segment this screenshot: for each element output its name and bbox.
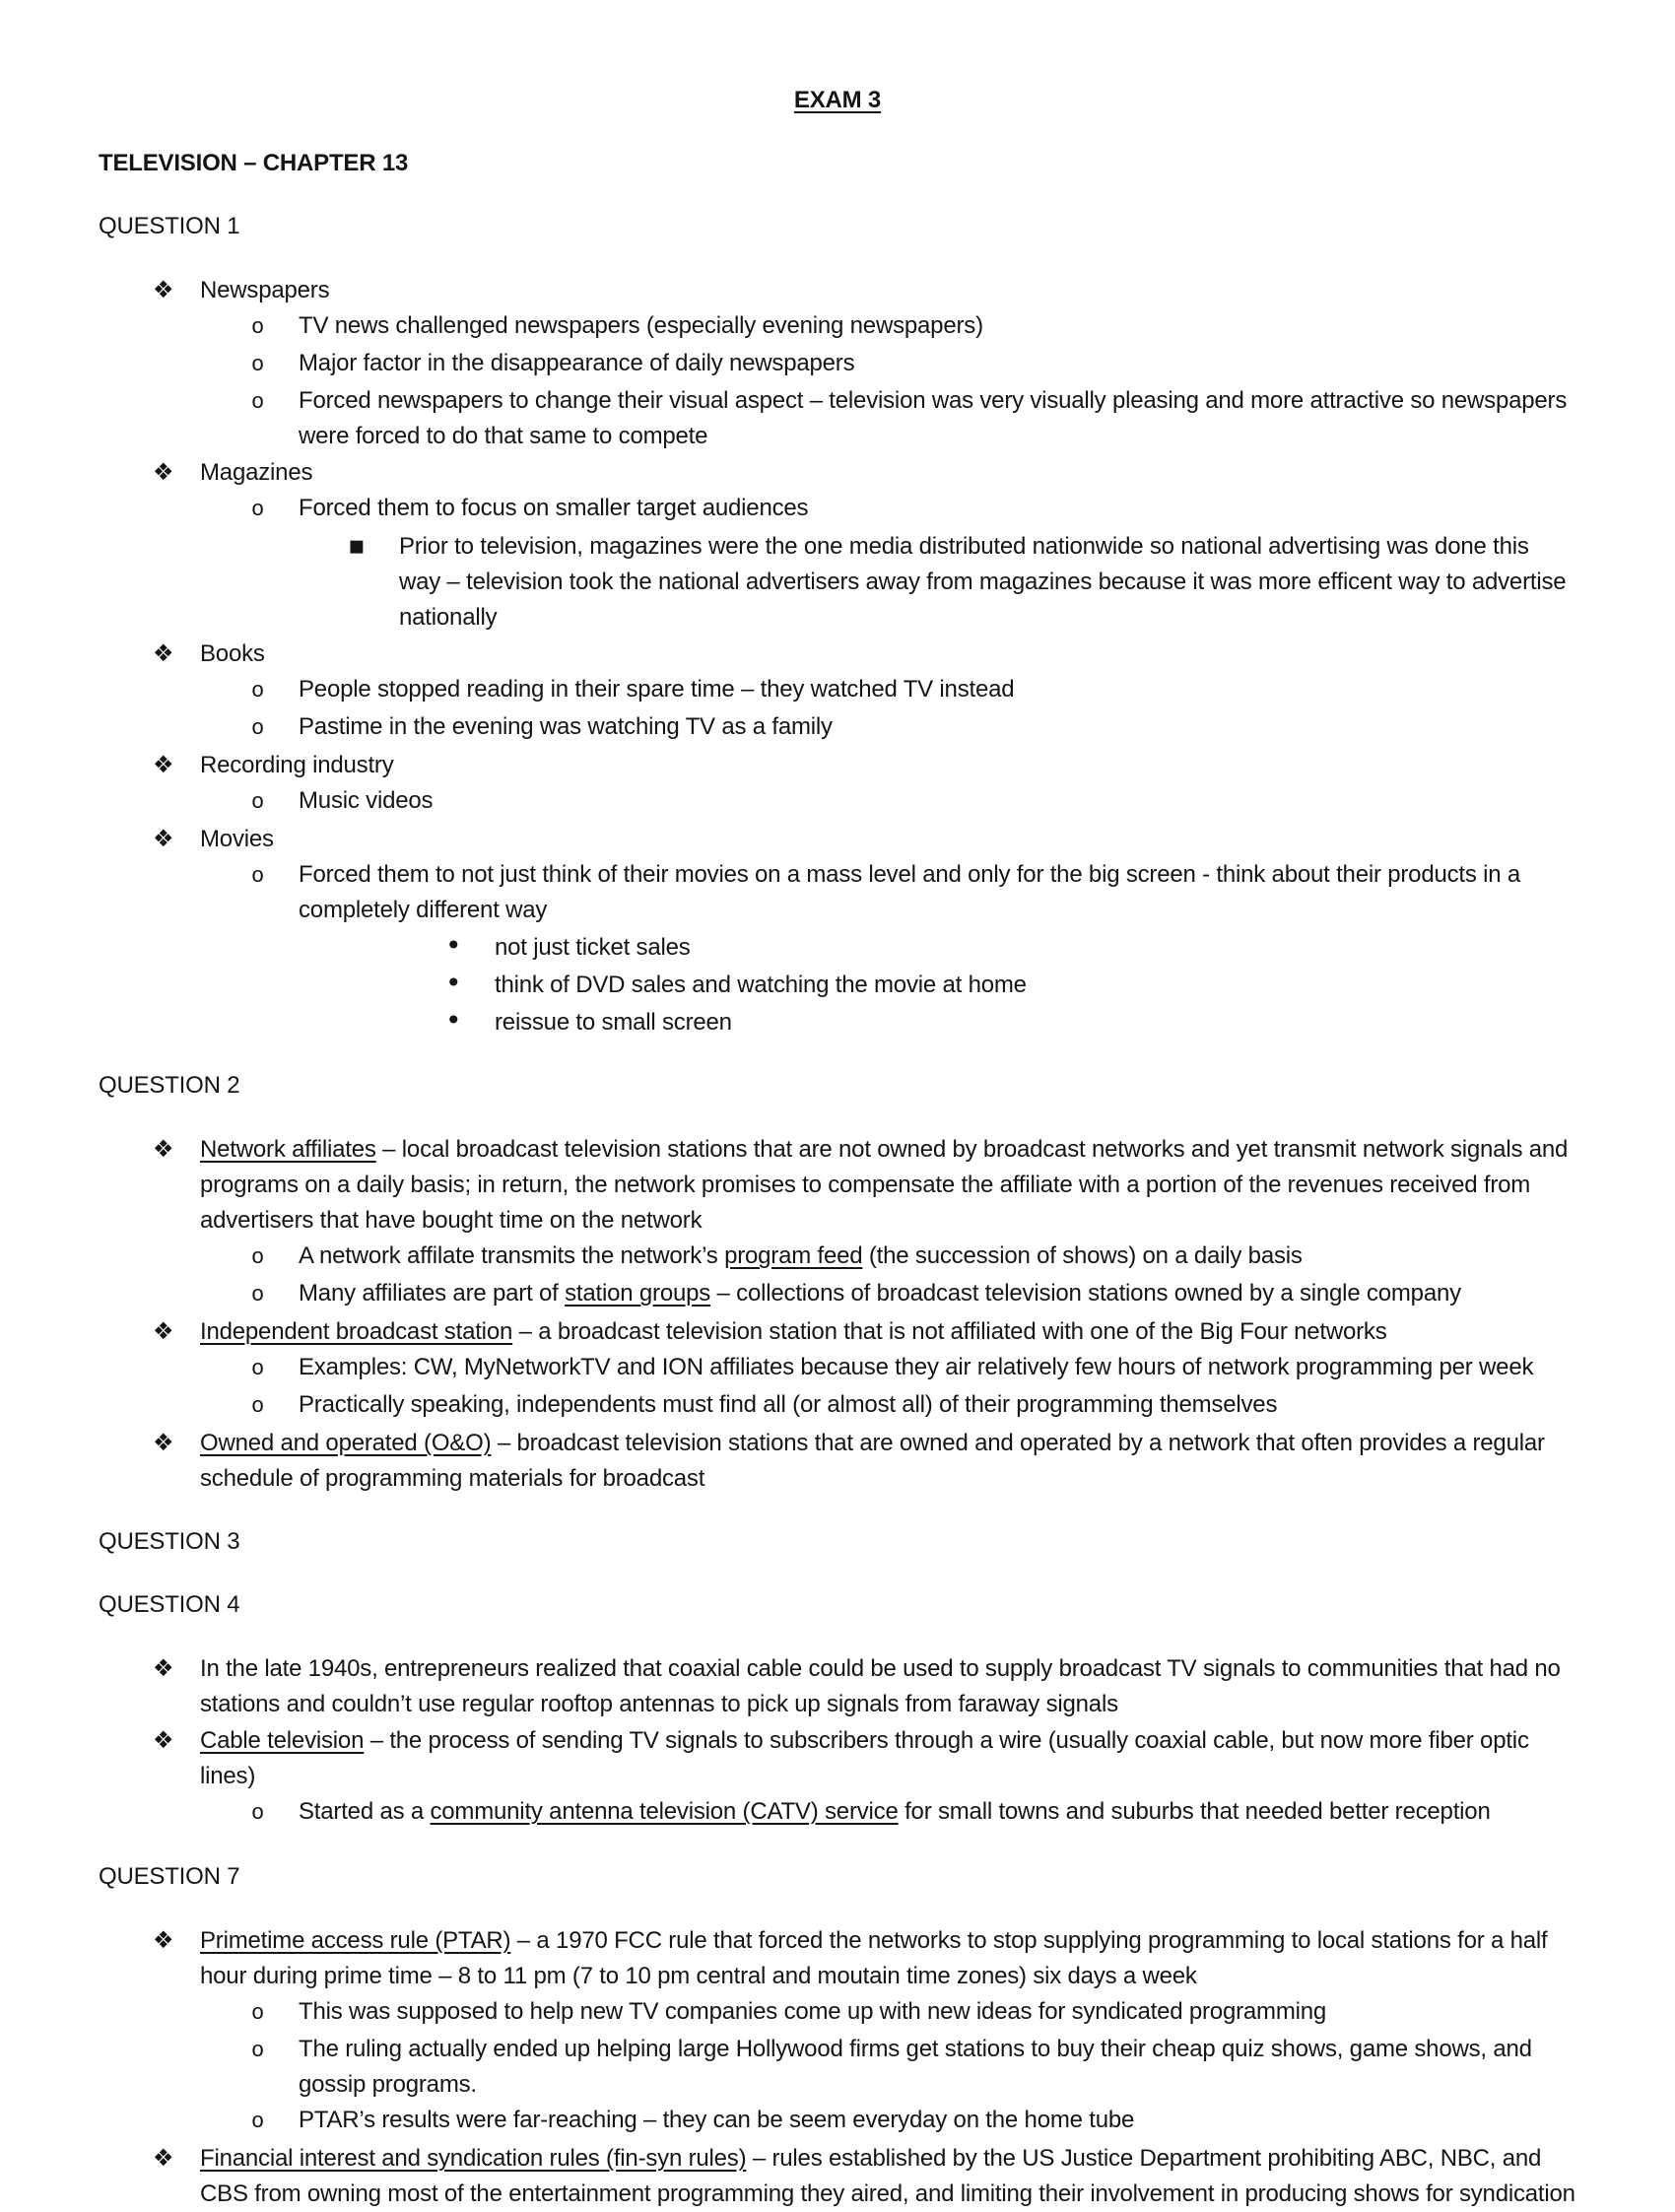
list-item-text bbox=[200, 2141, 1576, 2212]
circle-bullet-icon: o bbox=[251, 2110, 265, 2134]
list-item bbox=[99, 346, 1576, 383]
list-item-text bbox=[299, 1387, 1576, 1423]
list-item bbox=[99, 636, 1576, 672]
list-item-text bbox=[200, 1314, 1576, 1350]
list-item-text bbox=[200, 273, 1576, 308]
dot-bullet-icon: • bbox=[445, 1004, 462, 1037]
dot-bullet-icon: • bbox=[445, 967, 462, 999]
text-run: – a 1970 FCC rule that forced the networks to stop supplying programming to local stations for a half hour during prime time – 8 to 11 pm (7 to 10 pm central and moutain time zones) six days a week bbox=[200, 1927, 1548, 1989]
list-item bbox=[99, 1994, 1576, 2032]
list-item-text bbox=[299, 308, 1576, 344]
list-item bbox=[99, 783, 1576, 821]
list-item bbox=[99, 1276, 1576, 1313]
list-item bbox=[99, 1239, 1576, 1276]
list-item bbox=[99, 672, 1576, 709]
text-run: – broadcast television stations that are owned and operated by a network that often provides a regular schedule of programming materials for broadcast bbox=[200, 1430, 1545, 1492]
circle-bullet-icon: o bbox=[251, 498, 265, 522]
text-run: Recording industry bbox=[200, 752, 394, 778]
list-item-text bbox=[299, 857, 1576, 928]
list-item-text bbox=[299, 1794, 1576, 1830]
diamond-bullet-icon: ❖ bbox=[153, 2144, 174, 2172]
list-item-text bbox=[299, 672, 1576, 707]
list-item-text bbox=[200, 1132, 1576, 1239]
list-item bbox=[99, 928, 1576, 966]
circle-bullet-icon: o bbox=[251, 790, 265, 815]
list-item-text bbox=[495, 968, 1576, 1003]
underlined-term: community antenna television (CATV) service bbox=[430, 1798, 899, 1825]
text-run: Forced them to focus on smaller target audiences bbox=[299, 495, 809, 521]
list-item bbox=[99, 857, 1576, 928]
list-item-text bbox=[495, 1005, 1576, 1040]
list-item-text bbox=[200, 748, 1576, 783]
list-item bbox=[99, 491, 1576, 528]
question-heading: QUESTION 1 bbox=[99, 213, 240, 239]
circle-bullet-icon: o bbox=[251, 315, 265, 340]
text-run: Examples: CW, MyNetworkTV and ION affiliates because they air relatively few hours of network programming per week bbox=[299, 1354, 1534, 1380]
text-run: reissue to small screen bbox=[495, 1009, 732, 1036]
diamond-bullet-icon: ❖ bbox=[153, 825, 174, 852]
list-item bbox=[99, 747, 1576, 783]
text-run: Newspapers bbox=[200, 277, 330, 303]
underlined-term: Financial interest and syndication rules (fin-syn rules) bbox=[200, 2145, 747, 2172]
underlined-term: Network affiliates bbox=[200, 1136, 376, 1163]
text-run: Practically speaking, independents must find all (or almost all) of their programming themselves bbox=[299, 1391, 1278, 1418]
list-item bbox=[99, 1003, 1576, 1040]
diamond-bullet-icon: ❖ bbox=[153, 751, 174, 778]
list-item bbox=[99, 2103, 1576, 2140]
text-run: Major factor in the disappearance of daily newspapers bbox=[299, 350, 855, 376]
list-item-text bbox=[299, 2032, 1576, 2103]
text-run: think of DVD sales and watching the movie at home bbox=[495, 972, 1027, 998]
underlined-term: station groups bbox=[565, 1280, 711, 1307]
circle-bullet-icon: o bbox=[251, 1245, 265, 1270]
list-item-text bbox=[299, 1350, 1576, 1385]
list-item-text bbox=[299, 2103, 1576, 2138]
diamond-bullet-icon: ❖ bbox=[153, 1654, 174, 1682]
circle-bullet-icon: o bbox=[251, 716, 265, 741]
text-run: Music videos bbox=[299, 787, 434, 814]
question-heading: QUESTION 7 bbox=[99, 1863, 240, 1890]
diamond-bullet-icon: ❖ bbox=[153, 1926, 174, 1954]
circle-bullet-icon: o bbox=[251, 2039, 265, 2063]
text-run: Forced them to not just think of their movies on a mass level and only for the big screen - think about their products in a completely different way bbox=[299, 861, 1521, 923]
text-run: The ruling actually ended up helping large Hollywood firms get stations to buy their cheap quiz shows, game shows, and gossip programs. bbox=[299, 2036, 1532, 2098]
text-run: Started as a bbox=[299, 1798, 431, 1825]
text-run: – rules established by the US Justice Department prohibiting ABC, NBC, and CBS from owning most of the entertainment programming they aired, and limiting their involvement in producing shows for syndication bbox=[200, 2145, 1575, 2207]
text-run: In the late 1940s, entrepreneurs realized that coaxial cable could be used to supply broadcast TV signals to communities that had no stations and couldn’t use regular rooftop antennas to pick up signals from faraway signals bbox=[200, 1655, 1561, 1717]
list-item-text bbox=[299, 491, 1576, 526]
circle-bullet-icon: o bbox=[251, 864, 265, 889]
list-item-text bbox=[200, 822, 1576, 857]
list-item bbox=[99, 1313, 1576, 1350]
list-item-text bbox=[299, 709, 1576, 745]
text-run: Books bbox=[200, 640, 265, 667]
list-item-text bbox=[299, 1994, 1576, 2030]
diamond-bullet-icon: ❖ bbox=[153, 1726, 174, 1754]
text-run: not just ticket sales bbox=[495, 934, 691, 961]
circle-bullet-icon: o bbox=[251, 1394, 265, 1419]
text-run: Many affiliates are part of bbox=[299, 1280, 566, 1307]
list-item-text bbox=[495, 930, 1576, 966]
diamond-bullet-icon: ❖ bbox=[153, 1135, 174, 1163]
underlined-term: Owned and operated (O&O) bbox=[200, 1430, 492, 1456]
list-item bbox=[99, 383, 1576, 454]
bullet-list bbox=[99, 1131, 1576, 1497]
circle-bullet-icon: o bbox=[251, 390, 265, 415]
circle-bullet-icon: o bbox=[251, 1283, 265, 1307]
list-item bbox=[99, 2032, 1576, 2103]
text-run: Prior to television, magazines were the one media distributed nationwide so national advertising was done this way – television took the national advertisers away from magazines because it was more efficent way to advertise nationally bbox=[399, 533, 1567, 631]
circle-bullet-icon: o bbox=[251, 1801, 265, 1826]
list-item bbox=[99, 1131, 1576, 1239]
diamond-bullet-icon: ❖ bbox=[153, 458, 174, 486]
list-item bbox=[99, 966, 1576, 1003]
text-run: Forced newspapers to change their visual aspect – television was very visually pleasing and more attractive so newspapers were forced to do that same to compete bbox=[299, 387, 1568, 449]
sections-container bbox=[99, 209, 1576, 2212]
bullet-list bbox=[99, 272, 1576, 1040]
circle-bullet-icon: o bbox=[251, 1357, 265, 1381]
question-heading: QUESTION 4 bbox=[99, 1591, 240, 1618]
list-item-text bbox=[200, 1651, 1576, 1722]
circle-bullet-icon: o bbox=[251, 679, 265, 704]
question-heading: QUESTION 2 bbox=[99, 1072, 240, 1099]
list-item bbox=[99, 528, 1576, 636]
square-bullet-icon: ▪ bbox=[348, 531, 366, 561]
text-run: Pastime in the evening was watching TV as a family bbox=[299, 713, 833, 740]
list-item bbox=[99, 1922, 1576, 1994]
underlined-term: Primetime access rule (PTAR) bbox=[200, 1927, 511, 1954]
list-item-text bbox=[299, 1239, 1576, 1274]
list-item-text bbox=[399, 529, 1576, 636]
list-item bbox=[99, 1722, 1576, 1794]
diamond-bullet-icon: ❖ bbox=[153, 1317, 174, 1345]
text-run: – collections of broadcast television stations owned by a single company bbox=[710, 1280, 1461, 1307]
bullet-list bbox=[99, 1922, 1576, 2212]
underlined-term: Cable television bbox=[200, 1727, 365, 1754]
text-run: – a broadcast television station that is not affiliated with one of the Big Four networks bbox=[512, 1318, 1387, 1345]
circle-bullet-icon: o bbox=[251, 353, 265, 377]
text-run: – the process of sending TV signals to subscribers through a wire (usually coaxial cable, but now more fiber optic lines) bbox=[200, 1727, 1529, 1789]
list-item bbox=[99, 2140, 1576, 2212]
diamond-bullet-icon: ❖ bbox=[153, 276, 174, 303]
list-item bbox=[99, 709, 1576, 747]
list-item bbox=[99, 272, 1576, 308]
document-title bbox=[99, 83, 1576, 118]
list-item bbox=[99, 1350, 1576, 1387]
text-run: TV news challenged newspapers (especially evening newspapers) bbox=[299, 312, 983, 339]
text-run: – local broadcast television stations that are not owned by broadcast networks and yet transmit network signals and programs on a daily basis; in return, the network promises to compensate the affiliate with a portion of the revenues received from advertisers that have bought time on the network bbox=[200, 1136, 1569, 1234]
list-item-text bbox=[200, 455, 1576, 491]
text-run: A network affilate transmits the network’s bbox=[299, 1242, 725, 1269]
list-item-text bbox=[299, 783, 1576, 819]
list-item-text bbox=[200, 1723, 1576, 1794]
text-run: (the succession of shows) on a daily basis bbox=[862, 1242, 1303, 1269]
list-item bbox=[99, 821, 1576, 857]
list-item-text bbox=[299, 1276, 1576, 1311]
text-run: Movies bbox=[200, 826, 274, 852]
text-run: PTAR’s results were far-reaching – they can be seem everyday on the home tube bbox=[299, 2107, 1135, 2133]
underlined-term: program feed bbox=[724, 1242, 863, 1269]
list-item-text bbox=[200, 1923, 1576, 1994]
diamond-bullet-icon: ❖ bbox=[153, 1429, 174, 1456]
text-run: Magazines bbox=[200, 459, 313, 486]
text-run: People stopped reading in their spare time – they watched TV instead bbox=[299, 676, 1015, 703]
document-title-text: EXAM 3 bbox=[793, 87, 882, 113]
list-item bbox=[99, 308, 1576, 346]
diamond-bullet-icon: ❖ bbox=[153, 639, 174, 667]
list-item-text bbox=[299, 383, 1576, 454]
list-item-text bbox=[299, 346, 1576, 381]
list-item-text bbox=[200, 637, 1576, 672]
text-run: This was supposed to help new TV companies come up with new ideas for syndicated programming bbox=[299, 1998, 1327, 2025]
list-item bbox=[99, 1425, 1576, 1497]
list-item-text bbox=[200, 1426, 1576, 1497]
underlined-term: Independent broadcast station bbox=[200, 1318, 513, 1345]
text-run: for small towns and suburbs that needed better reception bbox=[898, 1798, 1491, 1825]
list-item bbox=[99, 1650, 1576, 1722]
chapter-heading: TELEVISION – CHAPTER 13 bbox=[99, 150, 409, 176]
question-heading: QUESTION 3 bbox=[99, 1528, 240, 1555]
list-item bbox=[99, 1387, 1576, 1425]
circle-bullet-icon: o bbox=[251, 2001, 265, 2026]
list-item bbox=[99, 1794, 1576, 1832]
list-item bbox=[99, 454, 1576, 491]
bullet-list bbox=[99, 1650, 1576, 1832]
dot-bullet-icon: • bbox=[445, 929, 462, 962]
